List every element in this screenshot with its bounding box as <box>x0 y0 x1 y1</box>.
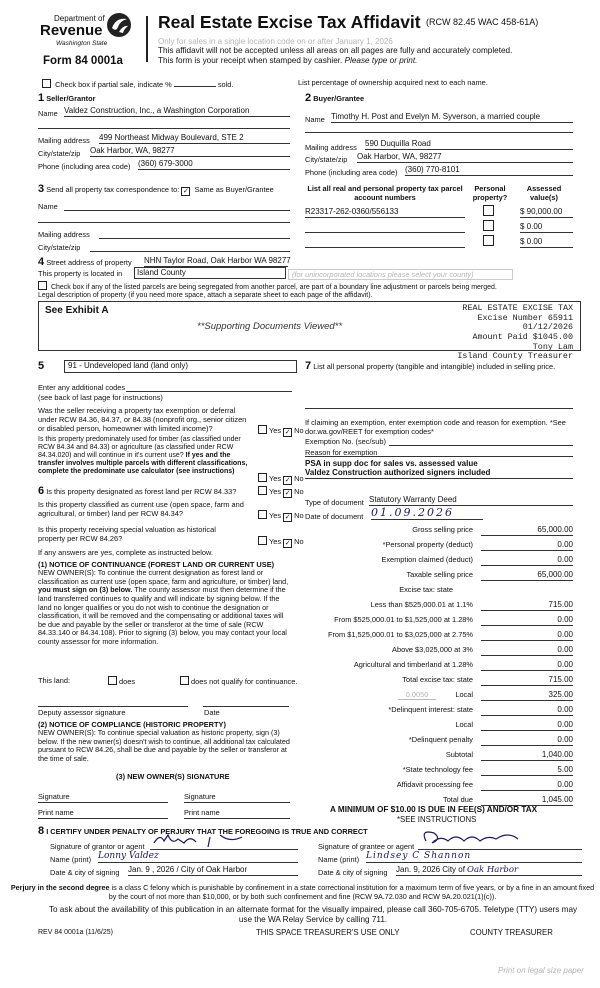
same-as-buyer-checkbox[interactable]: ✓ <box>182 188 189 195</box>
county-select[interactable]: Island County <box>134 267 286 279</box>
section-1-number: 1 <box>38 92 45 104</box>
valdez-note: Valdez Construction authorized signers included <box>305 468 491 477</box>
parcel-number-field[interactable] <box>305 237 465 248</box>
exemption-yes-no <box>258 425 304 437</box>
section-3-label: Send all property tax correspondence to: <box>46 185 180 194</box>
tax-row-label: *Personal property (deduct) <box>382 540 473 549</box>
stamp-line-1: REAL ESTATE EXCISE TAX <box>462 303 573 313</box>
tax-row-label: Local <box>455 690 473 699</box>
section-6 <box>38 485 304 825</box>
tax-row-value[interactable]: 65,000.00 <box>481 525 573 536</box>
supporting-docs-note: **Supporting Documents Viewed** <box>197 321 343 332</box>
exemption-reason-field[interactable] <box>305 448 573 457</box>
tax-row <box>305 540 573 555</box>
correspondence-city-field[interactable] <box>90 243 290 252</box>
street-address-field[interactable]: NHN Taylor Road, Oak Harbor WA 98277 <box>144 256 291 265</box>
county-treasurer-label: COUNTY TREASURER <box>470 928 553 937</box>
ownership-note: List percentage of ownership acquired next to each name. <box>298 78 488 87</box>
grantee-signature-icon <box>418 827 582 849</box>
correspondence-city-label: City/state/zip <box>38 243 81 252</box>
parcel-number-field[interactable]: R23317-262-0360/556133 <box>305 207 465 218</box>
stamp-line-5: Tony Lam <box>532 341 573 352</box>
section-8-number: 8 <box>38 825 45 837</box>
seller-phone-label: Phone (including area code) <box>38 162 131 171</box>
stamp-line-3: 01/12/2026 <box>522 322 573 333</box>
does-label: does <box>119 677 136 686</box>
section-1-heading <box>38 92 95 105</box>
seller-mailing-label: Mailing address <box>38 136 90 145</box>
reason-line <box>305 478 573 479</box>
assessed-value-field[interactable]: $ 90,000.00 <box>520 207 573 218</box>
tax-row-label: *State technology fee <box>402 765 473 774</box>
tax-row <box>305 570 573 585</box>
revision-label: REV 84 0001a (11/6/25) <box>38 929 113 936</box>
buyer-name-field[interactable]: Timothy H. Post and Evelyn M. Syverson, a married couple <box>331 112 573 123</box>
dor-swirl-icon <box>106 12 132 38</box>
land-use-select[interactable]: 91 - Undeveloped land (land only) <box>64 360 297 373</box>
tax-row-label: Agricultural and timberland at 1.28% <box>353 660 473 669</box>
exemption-no-label: Exemption No. (sec/sub) <box>305 437 386 446</box>
legal-description-text: See Exhibit A <box>45 305 109 316</box>
partial-sale <box>42 78 233 89</box>
seller-name-line2 <box>38 128 290 129</box>
legal-paper-note: Print on legal size paper <box>498 966 584 975</box>
compliance-body: NEW OWNER(S): To continue special valuation as historic property, sign (3) below. If the new owner(s) doesn't wish to continue, all additional tax calculated pursuant to RCW 84.26, shall be due and payable by the seller or transferor at the time of sale. <box>38 728 290 763</box>
grantee-year-city: , 2026 City of <box>417 865 465 874</box>
tax-row-label: Local <box>455 720 473 729</box>
correspondence-name-label: Name <box>38 202 58 211</box>
tax-row <box>305 660 573 675</box>
section-2 <box>305 92 573 178</box>
personal-property-checkbox[interactable] <box>483 220 494 231</box>
tax-row-label: Taxable selling price <box>406 570 473 579</box>
correspondence-mailing-field[interactable] <box>99 230 290 239</box>
header-divider <box>146 16 148 62</box>
psa-note: PSA in supp doc for sales vs. assessed value <box>305 459 478 468</box>
tax-row-value[interactable]: 0.00 <box>481 630 573 641</box>
section-1-title: Seller/Grantor <box>46 94 96 103</box>
dept-revenue: Revenue <box>40 22 103 39</box>
current-use-yes-checkbox[interactable] <box>258 510 267 519</box>
tax-row-label: Total excise tax: state <box>402 675 473 684</box>
tax-row-label: Gross selling price <box>412 525 473 534</box>
notice-2-text: This form is your receipt when stamped by cashier. <box>158 56 343 65</box>
form-title-ref: (RCW 82.45 WAC 458-61A) <box>426 17 539 27</box>
dor-logo <box>38 10 148 52</box>
does-not-option <box>180 676 297 686</box>
tax-row-label: Total due <box>443 795 473 804</box>
tax-row-value[interactable]: 0.00 <box>481 660 573 671</box>
exemption-note: If claiming an exemption, enter exemption code and reason for exemption. *See dor.wa.gov/REET for exemption codes* <box>305 418 566 437</box>
new-owner-signature-title: (3) NEW OWNER(S) SIGNATURE <box>116 772 230 781</box>
timber-yes-no <box>258 473 304 485</box>
grantor-date-label: Date & city of signing <box>50 868 120 877</box>
grantor-date-field[interactable]: Jan. 9 , 2026 / City of Oak Harbor <box>128 865 298 876</box>
segregated-row <box>38 281 497 293</box>
section-7-heading <box>305 360 567 373</box>
header <box>38 10 583 67</box>
same-as-buyer-label: Same as Buyer/Grantee <box>194 185 274 194</box>
perjury-notice <box>10 884 595 901</box>
continuance-body <box>38 569 290 647</box>
grantor-name-label: Name (print) <box>50 855 92 864</box>
buyer-name-line2 <box>305 132 573 133</box>
dept-state: Washington State <box>56 40 108 47</box>
tax-row-label: Excise tax: state <box>399 585 453 594</box>
section-7-label: List all personal property (tangible and intangible) included in selling price. <box>313 362 556 371</box>
tax-row-value[interactable]: 715.00 <box>481 600 573 611</box>
assessed-value-field[interactable]: $ 0.00 <box>520 222 573 233</box>
timber-question-bold: If yes and the transfer involves multiple parcels with different classifications, complete the predominate use calculator (see instructions) <box>38 452 248 476</box>
no-label: No <box>294 511 304 520</box>
personal-property-checkbox[interactable] <box>483 205 494 216</box>
alt-format-note: To ask about the availability of this publication in an alternate format for the visually impaired, please call 360-705-6705. Teletype (TTY) users may use the WA Relay Service by calling 711. <box>48 905 578 924</box>
tax-row-label: From $525,000.01 to $1,525,000 at 1.28% <box>334 615 473 624</box>
parcel-table <box>305 183 573 253</box>
tax-row-value[interactable]: 0.00 <box>481 780 573 791</box>
certify-text: I CERTIFY UNDER PENALTY OF PERJURY THAT THE FOREGOING IS TRUE AND CORRECT <box>46 827 368 836</box>
forest-question-text: Is this property designated as forest land per RCW 84.33? <box>46 487 237 496</box>
no-label: No <box>294 537 304 546</box>
yes-label: Yes <box>269 487 282 496</box>
grantee-city: Oak Harbor <box>467 865 519 875</box>
tax-row-value[interactable]: 0.00 <box>481 705 573 716</box>
this-land-label: This land: <box>38 676 71 685</box>
stamp-line-2: Excise Number 65911 <box>477 312 573 323</box>
tax-row-label: Subtotal <box>445 750 473 759</box>
tax-row <box>305 630 573 645</box>
section-3-number: 3 <box>38 183 45 195</box>
notice-1: This affidavit will not be accepted unless all areas on all pages are fully and accurately completed. <box>158 46 513 55</box>
tax-row <box>305 555 573 570</box>
buyer-name-label: Name <box>305 115 325 124</box>
section-6-number: 6 <box>38 485 45 497</box>
additional-codes-label: Enter any additional codes <box>38 383 126 392</box>
no-label: No <box>294 487 304 496</box>
continuance-body-2: The county assessor must then determine if the land transferred continues to qualify and will indicate by signing below. If the land no longer qualifies or you do not wish to continue the designation or classification, it will be removed and the compensating or additional taxes will be due and payable by the seller or transferor at the time of sale (RCW 84.33.140 or 84.34.108). Prior to signing (3) below, you may contact your local county assessor for more information. <box>38 585 287 647</box>
current-use-question: Is this property classified as current use (open space, farm and agricultural, or timber) land per RCW 84.34? <box>38 500 244 519</box>
exemption-reason-label: Reason for exemption <box>305 448 378 457</box>
tax-row-label: From $1,525,000.01 to $3,025,000 at 2.75% <box>327 630 473 639</box>
timber-question <box>38 436 252 476</box>
tax-row-label: *Delinquent interest: state <box>388 705 473 714</box>
exemption-question: Was the seller receiving a property tax exemption or deferral under RCW 84.36, 84.37, or 84.38 (nonprofit org., senior citizen or disabled person, homeowner with limited income)? <box>38 406 247 434</box>
seller-mailing-field[interactable]: 499 Northeast Midway Boulevard, STE 2 <box>99 133 290 144</box>
grantee-signature-label: Signature of grantee or agent <box>318 842 415 851</box>
continuance-bold: you must sign on (3) below. <box>38 585 133 595</box>
section-4-number: 4 <box>38 256 45 268</box>
owner-signature-line[interactable] <box>38 802 168 803</box>
seller-name-field[interactable]: Valdez Construction, Inc., a Washington Corporation <box>64 106 290 117</box>
yes-label: Yes <box>269 474 282 483</box>
does-option <box>108 676 135 686</box>
unincorporated-note: (for unincorporated locations please select your county) <box>288 269 513 280</box>
forest-question <box>38 485 236 498</box>
section-2-number: 2 <box>305 92 312 104</box>
grantee-name-field[interactable]: Lindsey C Shannon <box>366 851 582 863</box>
grantee-date-label: Date & city of signing <box>318 868 388 877</box>
continuance-title: (1) NOTICE OF CONTINUANCE (FOREST LAND OR CURRENT USE) <box>38 560 275 569</box>
tax-row-label: *Delinquent penalty <box>408 735 473 744</box>
minimum-due-note: A MINIMUM OF $10.00 IS DUE IN FEE(S) AND/OR TAX <box>330 805 538 814</box>
buyer-phone-field[interactable]: (360) 770-8101 <box>405 165 573 176</box>
see-instructions-note: *SEE INSTRUCTIONS <box>397 815 477 824</box>
timber-question-text: Is this property predominately used for timber (as classified under RCW 84.34 and 84.33) or agriculture (as classified under RCW 84.34.020) and will continue in it's current use? <box>38 436 241 460</box>
yes-label: Yes <box>269 426 282 435</box>
grantee-date-field[interactable] <box>396 865 582 876</box>
local-rate: 0.0050 <box>398 690 436 700</box>
perjury-text: is a class C felony which is punishable by confinement in a state correctional institution for a maximum term of five years, or by a fine in an amount fixed by the court of not more than $10,000, or by both such confinement and fine (RCW 9A.72.030 and RCW 9A.20.021(1)(c)). <box>108 883 595 901</box>
partial-sale-percent-field[interactable] <box>174 78 216 87</box>
buyer-city-field[interactable]: Oak Harbor, WA, 98277 <box>357 152 573 163</box>
correspondence-mailing-label: Mailing address <box>38 230 90 239</box>
segregated-label: Check box if any of the listed parcels are being segregated from another parcel, are part of a boundary line adjustment or parcels being merged. <box>50 284 497 291</box>
form-number: Form 84 0001a <box>43 55 123 67</box>
grantee-signature-field[interactable] <box>418 829 582 850</box>
additional-codes-field[interactable] <box>126 383 292 392</box>
partial-sale-checkbox[interactable] <box>42 79 51 88</box>
gray-notice: Only for sales in a single location code on or after January 1, 2026 <box>158 37 393 46</box>
forest-yes-no <box>258 486 304 498</box>
grantor-signature-field[interactable] <box>150 833 298 850</box>
tax-row-value[interactable]: 0.00 <box>481 555 573 566</box>
stamp-line-6: Island County Treasurer <box>457 351 573 362</box>
correspondence-name-field[interactable] <box>64 202 290 211</box>
located-in-label: This property is located in <box>38 269 123 278</box>
section-4-heading <box>38 256 132 269</box>
notice-2-italic: Please type or print. <box>344 56 418 65</box>
tax-row <box>305 735 573 750</box>
exemption-no-field[interactable] <box>389 437 573 446</box>
section-7 <box>305 358 573 521</box>
tax-row <box>305 765 573 780</box>
owner-print-name-label: Print name <box>184 808 220 817</box>
exemption-no-checkbox[interactable]: ✓ <box>284 429 291 436</box>
seller-city-field[interactable]: Oak Harbor, WA, 98277 <box>90 146 290 157</box>
tax-row-label: Exemption claimed (deduct) <box>381 555 473 564</box>
grantor-signature-icon <box>150 831 298 849</box>
dept-line1: Department of <box>54 14 105 23</box>
forest-no-checkbox[interactable]: ✓ <box>284 490 291 497</box>
tax-row-value[interactable]: 1,040.00 <box>481 750 573 761</box>
perjury-bold: Perjury in the second degree <box>10 883 110 892</box>
personal-property-checkbox[interactable] <box>483 235 494 246</box>
seller-name-label: Name <box>38 109 58 118</box>
owner-print-name-line[interactable] <box>184 818 290 819</box>
street-label: Street address of property <box>46 258 132 267</box>
deputy-date-line[interactable] <box>203 706 289 707</box>
owner-signature-label: Signature <box>184 792 216 801</box>
section-7-number: 7 <box>305 360 312 372</box>
tax-row-label: Less than $525,000.01 at 1.1% <box>370 600 473 609</box>
historic-yes-no <box>258 536 304 548</box>
see-back-note: (see back of last page for instructions) <box>38 393 163 402</box>
seller-phone-field[interactable]: (360) 679-3000 <box>138 159 290 170</box>
tax-row-value[interactable]: 0.00 <box>481 720 573 731</box>
doc-type-label: Type of document <box>305 498 364 507</box>
exemption-yes-checkbox[interactable] <box>258 425 267 434</box>
seller-city-label: City/state/zip <box>38 149 81 158</box>
buyer-city-label: City/state/zip <box>305 155 348 164</box>
historic-yes-checkbox[interactable] <box>258 536 267 545</box>
section-1 <box>38 92 290 174</box>
current-use-no-checkbox[interactable]: ✓ <box>284 514 291 521</box>
owner-print-name-line[interactable] <box>38 818 168 819</box>
parcel-header: List all real and personal property tax parcel account numbers <box>307 184 463 203</box>
section-2-heading <box>305 92 364 105</box>
does-not-checkbox[interactable] <box>180 676 189 685</box>
grantee-name-label: Name (print) <box>318 855 360 864</box>
tax-row-value[interactable]: 715.00 <box>481 675 573 686</box>
personal-header: Personal property? <box>472 184 508 203</box>
no-label: No <box>294 474 304 483</box>
tax-row-label: Above $3,025,000 at 3% <box>392 645 473 654</box>
tax-row <box>305 585 573 600</box>
legal-description-label: Legal description of property (if you need more space, attach a separate sheet to each page of the affidavit). <box>38 292 373 299</box>
owner-print-name-label: Print name <box>38 808 74 817</box>
tax-row-value[interactable]: 0.00 <box>481 735 573 746</box>
correspondence-name-line2 <box>38 222 290 223</box>
treasurer-use-label: THIS SPACE TREASURER'S USE ONLY <box>256 928 400 937</box>
grantor-signature-label: Signature of grantor or agent <box>50 842 145 851</box>
timber-yes-checkbox[interactable] <box>258 473 267 482</box>
partial-sale-label-post: sold. <box>217 80 234 89</box>
continuance-body-1: NEW OWNER(S): To continue the current designation as forest land or classification as current use (open space, farm and agriculture, or timber) land, <box>38 568 289 586</box>
doc-type-field[interactable]: Statutory Warranty Deed <box>369 495 573 506</box>
segregated-checkbox[interactable] <box>38 281 47 290</box>
tax-row <box>305 690 573 705</box>
tax-row <box>305 525 573 540</box>
tax-row <box>305 720 573 735</box>
buyer-mailing-field[interactable]: 590 Duquilla Road <box>365 139 573 150</box>
assessed-header: Assessed value(s) <box>526 184 562 203</box>
treasurer-stamp <box>448 304 573 362</box>
tax-row-value[interactable]: 0.00 <box>481 540 573 551</box>
section-3-heading <box>38 183 274 196</box>
deputy-signature-line[interactable] <box>38 706 188 707</box>
does-not-label: does not qualify for continuance. <box>191 677 298 686</box>
deputy-signature-label: Deputy assessor signature <box>38 708 126 717</box>
grantee-date: Jan. 9 <box>396 865 418 874</box>
tax-row-value[interactable]: 0.00 <box>481 615 573 626</box>
partial-sale-label: Check box if partial sale, indicate % <box>55 80 172 89</box>
tax-row-value[interactable]: 325.00 <box>481 690 573 701</box>
tax-row-value[interactable]: 65,000.00 <box>481 570 573 581</box>
assessed-value-field[interactable]: $ 0.00 <box>520 237 573 248</box>
historic-no-checkbox[interactable]: ✓ <box>284 540 291 547</box>
yes-label: Yes <box>269 537 282 546</box>
does-checkbox[interactable] <box>108 676 117 685</box>
owner-signature-line[interactable] <box>184 802 290 803</box>
tax-row <box>305 780 573 795</box>
if-yes-note: If any answers are yes, complete as instructed below. <box>38 548 213 557</box>
tax-row <box>305 615 573 630</box>
tax-row <box>305 750 573 765</box>
buyer-phone-label: Phone (including area code) <box>305 168 398 177</box>
tax-row-value[interactable]: 0.00 <box>481 645 573 656</box>
no-label: No <box>294 426 304 435</box>
tax-row-value[interactable]: 1,045.00 <box>481 795 573 806</box>
section-3 <box>38 183 290 253</box>
tax-row <box>305 600 573 615</box>
doc-date-field[interactable]: 01.09.2026 <box>371 506 483 520</box>
yes-label: Yes <box>269 511 282 520</box>
doc-date-label: Date of document <box>305 512 364 521</box>
deputy-date-label: Date <box>204 708 220 717</box>
tax-row <box>305 675 573 690</box>
tax-row <box>305 645 573 660</box>
section-2-title: Buyer/Grantee <box>313 94 365 103</box>
parcel-number-field[interactable] <box>305 222 465 233</box>
buyer-mailing-label: Mailing address <box>305 143 357 152</box>
current-use-yes-no <box>258 510 304 522</box>
owner-signature-label: Signature <box>38 792 70 801</box>
historic-question: Is this property receiving special valuation as historical property per RCW 84.26? <box>38 525 216 544</box>
personal-property-line[interactable] <box>305 408 573 409</box>
tax-row <box>305 705 573 720</box>
tax-row-label: Affidavit processing fee <box>396 780 473 789</box>
compliance-title: (2) NOTICE OF COMPLIANCE (HISTORIC PROPERTY) <box>38 720 226 729</box>
form-title: Real Estate Excise Tax Affidavit <box>158 12 421 32</box>
notice-2 <box>158 56 417 66</box>
timber-no-checkbox[interactable]: ✓ <box>284 477 291 484</box>
forest-yes-checkbox[interactable] <box>258 486 267 495</box>
stamp-line-4: Amount Paid $1045.00 <box>472 331 573 342</box>
grantor-name-field[interactable]: Lonny Valdez <box>98 851 298 863</box>
section-8 <box>38 825 583 885</box>
section-5-number: 5 <box>38 360 45 372</box>
tax-row-value[interactable]: 5.00 <box>481 765 573 776</box>
